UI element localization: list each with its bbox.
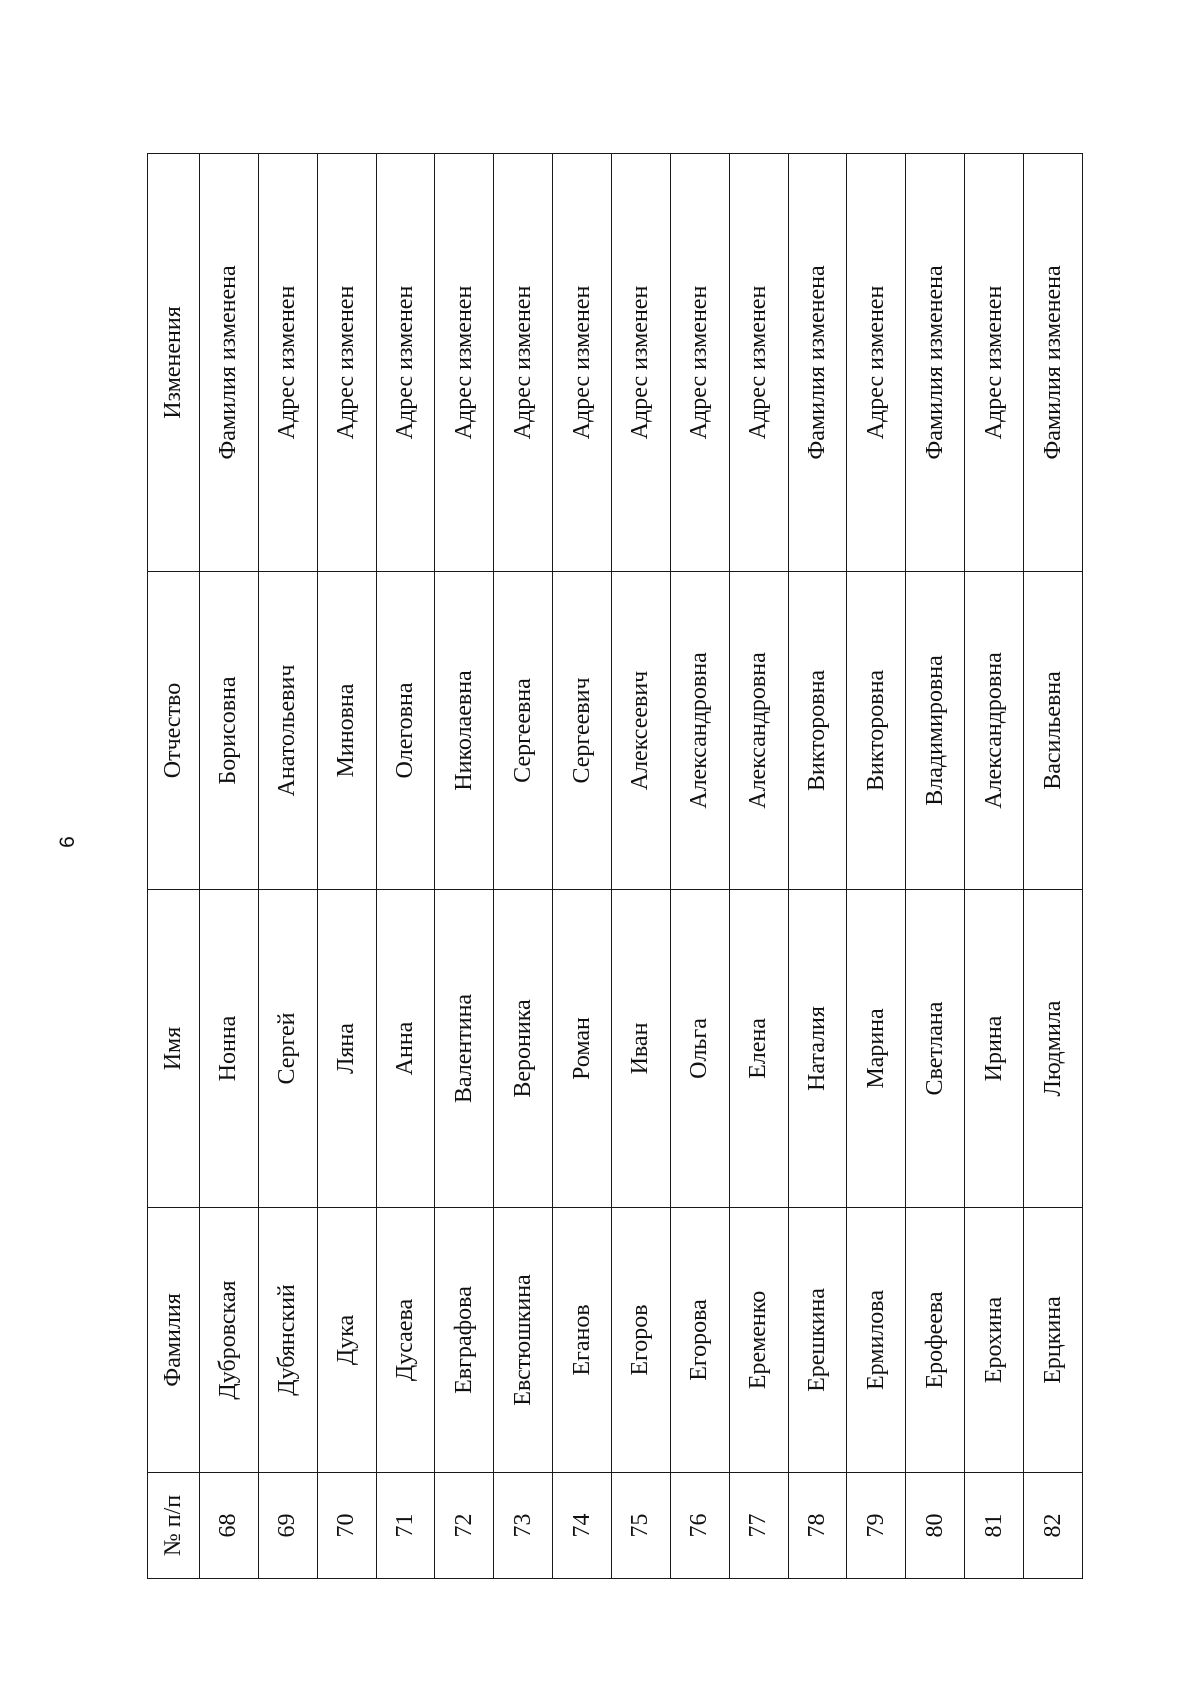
cell-patronymic: Викторовна (788, 572, 847, 890)
cell-name: Ирина (965, 890, 1024, 1208)
table-row (376, 154, 435, 1579)
cell-patronymic: Борисовна (200, 572, 259, 890)
table-row (317, 154, 376, 1579)
cell-num: 70 (317, 1473, 376, 1579)
table-row (670, 154, 729, 1579)
table-row (906, 154, 965, 1579)
cell-patronymic: Анатольевич (258, 572, 317, 890)
table-row (200, 154, 259, 1579)
cell-name: Вероника (494, 890, 553, 1208)
table-row (847, 154, 906, 1579)
cell-num: 79 (847, 1473, 906, 1579)
cell-patronymic: Олеговна (376, 572, 435, 890)
cell-patronymic: Николаевна (435, 572, 494, 890)
cell-num: 81 (965, 1473, 1024, 1579)
header-name: Имя (148, 890, 200, 1208)
cell-changes: Адрес изменен (965, 154, 1024, 572)
cell-surname: Дубянский (258, 1208, 317, 1473)
table-row (612, 154, 671, 1579)
records-table-frame (147, 154, 1083, 1579)
cell-patronymic: Владимировна (906, 572, 965, 890)
cell-surname: Евстюшкина (494, 1208, 553, 1473)
cell-changes: Фамилия изменена (1024, 154, 1083, 572)
cell-name: Ольга (670, 890, 729, 1208)
cell-changes: Адрес изменен (258, 154, 317, 572)
cell-num: 78 (788, 1473, 847, 1579)
cell-changes: Фамилия изменена (906, 154, 965, 572)
cell-num: 69 (258, 1473, 317, 1579)
cell-name: Елена (729, 890, 788, 1208)
cell-changes: Адрес изменен (553, 154, 612, 572)
cell-num: 80 (906, 1473, 965, 1579)
cell-name: Наталия (788, 890, 847, 1208)
cell-surname: Ерохина (965, 1208, 1024, 1473)
table-header-row (148, 154, 200, 1579)
cell-patronymic: Миновна (317, 572, 376, 890)
cell-name: Нонна (200, 890, 259, 1208)
cell-patronymic: Сергеевич (553, 572, 612, 890)
cell-name: Ляна (317, 890, 376, 1208)
cell-patronymic: Васильевна (1024, 572, 1083, 890)
table-row (435, 154, 494, 1579)
cell-changes: Адрес изменен (670, 154, 729, 572)
cell-name: Роман (553, 890, 612, 1208)
cell-surname: Еременко (729, 1208, 788, 1473)
cell-surname: Ерофеева (906, 1208, 965, 1473)
cell-changes: Адрес изменен (376, 154, 435, 572)
cell-patronymic: Сергеевна (494, 572, 553, 890)
cell-patronymic: Викторовна (847, 572, 906, 890)
cell-num: 76 (670, 1473, 729, 1579)
cell-num: 77 (729, 1473, 788, 1579)
cell-surname: Ерцкина (1024, 1208, 1083, 1473)
cell-surname: Дубровская (200, 1208, 259, 1473)
cell-changes: Фамилия изменена (788, 154, 847, 572)
table-row (965, 154, 1024, 1579)
cell-surname: Егорова (670, 1208, 729, 1473)
table-row (729, 154, 788, 1579)
header-num: № п/п (148, 1473, 200, 1579)
cell-name: Людмила (1024, 890, 1083, 1208)
cell-surname: Ерешкина (788, 1208, 847, 1473)
cell-num: 75 (612, 1473, 671, 1579)
cell-surname: Егоров (612, 1208, 671, 1473)
table-row (494, 154, 553, 1579)
header-patronymic: Отчество (148, 572, 200, 890)
cell-num: 68 (200, 1473, 259, 1579)
cell-surname: Дусаева (376, 1208, 435, 1473)
cell-num: 74 (553, 1473, 612, 1579)
cell-changes: Адрес изменен (729, 154, 788, 572)
cell-surname: Евграфова (435, 1208, 494, 1473)
cell-name: Светлана (906, 890, 965, 1208)
cell-num: 71 (376, 1473, 435, 1579)
header-changes: Изменения (148, 154, 200, 572)
cell-changes: Адрес изменен (494, 154, 553, 572)
cell-changes: Адрес изменен (435, 154, 494, 572)
cell-surname: Еганов (553, 1208, 612, 1473)
cell-patronymic: Алексеевич (612, 572, 671, 890)
cell-changes: Адрес изменен (847, 154, 906, 572)
cell-name: Сергей (258, 890, 317, 1208)
cell-surname: Дука (317, 1208, 376, 1473)
cell-num: 73 (494, 1473, 553, 1579)
cell-surname: Ермилова (847, 1208, 906, 1473)
table-row (258, 154, 317, 1579)
cell-changes: Адрес изменен (317, 154, 376, 572)
cell-name: Валентина (435, 890, 494, 1208)
cell-name: Анна (376, 890, 435, 1208)
table-row (788, 154, 847, 1579)
records-table (147, 153, 1083, 1579)
table-row (553, 154, 612, 1579)
cell-num: 72 (435, 1473, 494, 1579)
cell-patronymic: Александровна (670, 572, 729, 890)
cell-patronymic: Александровна (729, 572, 788, 890)
page-number: 6 (56, 836, 79, 848)
cell-patronymic: Александровна (965, 572, 1024, 890)
cell-changes: Фамилия изменена (200, 154, 259, 572)
cell-num: 82 (1024, 1473, 1083, 1579)
cell-changes: Адрес изменен (612, 154, 671, 572)
table-row (1024, 154, 1083, 1579)
header-surname: Фамилия (148, 1208, 200, 1473)
cell-name: Иван (612, 890, 671, 1208)
cell-name: Марина (847, 890, 906, 1208)
